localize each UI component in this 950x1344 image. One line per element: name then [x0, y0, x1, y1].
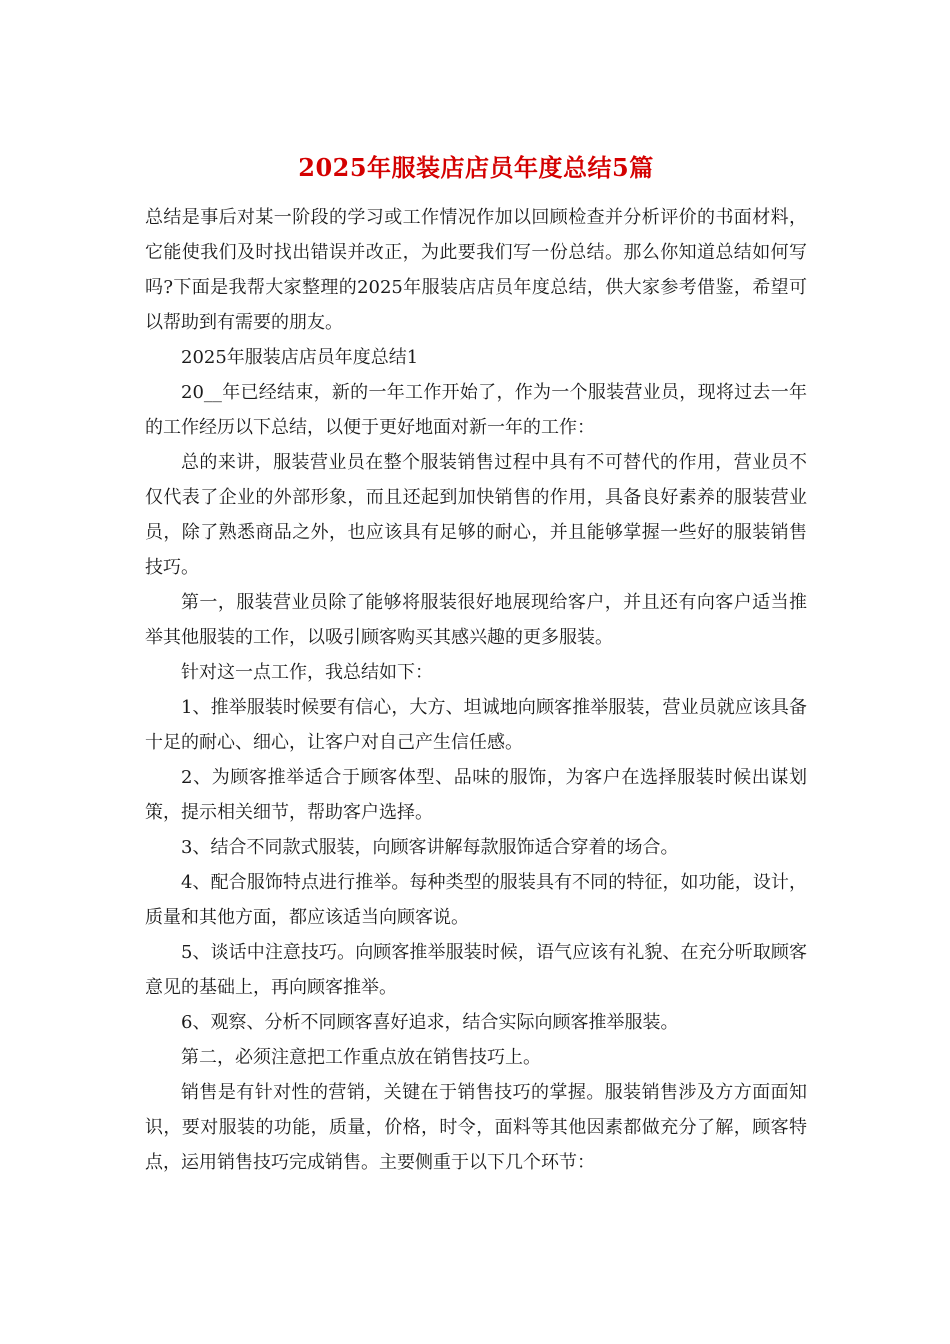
paragraph: 20__年已经结束，新的一年工作开始了，作为一个服装营业员，现将过去一年的工作经历以下总结，以便于更好地面对新一年的工作： [145, 382, 807, 438]
paragraph: 5、谈话中注意技巧。向顾客推举服装时候，语气应该有礼貌、在充分听取顾客意见的基础上，再向顾客推举。 [145, 942, 807, 998]
document-body [145, 150, 807, 1180]
paragraph-list [145, 200, 807, 1180]
paragraph: 1、推举服装时候要有信心，大方、坦诚地向顾客推举服装，营业员就应该具备十足的耐心、细心，让客户对自己产生信任感。 [145, 697, 807, 753]
paragraph: 针对这一点工作，我总结如下： [181, 662, 433, 683]
paragraph: 2025年服装店店员年度总结1 [181, 347, 419, 368]
paragraph: 总的来讲，服装营业员在整个服装销售过程中具有不可替代的作用，营业员不仅代表了企业的外部形象，而且还起到加快销售的作用，具备良好素养的服装营业员，除了熟悉商品之外，也应该具有足够的耐心，并且能够掌握一些好的服装销售技巧。 [145, 452, 807, 578]
paragraph: 销售是有针对性的营销，关键在于销售技巧的掌握。服装销售涉及方方面面知识，要对服装的功能，质量，价格，时令，面料等其他因素都做充分了解，顾客特点，运用销售技巧完成销售。主要侧重于以下几个环节： [145, 1082, 807, 1173]
paragraph: 总结是事后对某一阶段的学习或工作情况作加以回顾检查并分析评价的书面材料，它能使我们及时找出错误并改正，为此要我们写一份总结。那么你知道总结如何写吗?下面是我帮大家整理的2025年服装店店员年度总结，供大家参考借鉴，希望可以帮助到有需要的朋友。 [145, 207, 807, 333]
paragraph: 第二，必须注意把工作重点放在销售技巧上。 [181, 1047, 541, 1068]
paragraph: 4、配合服饰特点进行推举。每种类型的服装具有不同的特征，如功能，设计，质量和其他方面，都应该适当向顾客说。 [145, 872, 807, 928]
paragraph: 3、结合不同款式服装，向顾客讲解每款服饰适合穿着的场合。 [181, 837, 679, 858]
paragraph: 2、为顾客推举适合于顾客体型、品味的服饰，为客户在选择服装时候出谋划策，提示相关细节，帮助客户选择。 [145, 767, 807, 823]
paragraph: 6、观察、分析不同顾客喜好追求，结合实际向顾客推举服装。 [181, 1012, 679, 1033]
paragraph: 第一，服装营业员除了能够将服装很好地展现给客户，并且还有向客户适当推举其他服装的工作，以吸引顾客购买其感兴趣的更多服装。 [145, 592, 807, 648]
document-title: 2025年服装店店员年度总结5篇 [298, 153, 654, 182]
